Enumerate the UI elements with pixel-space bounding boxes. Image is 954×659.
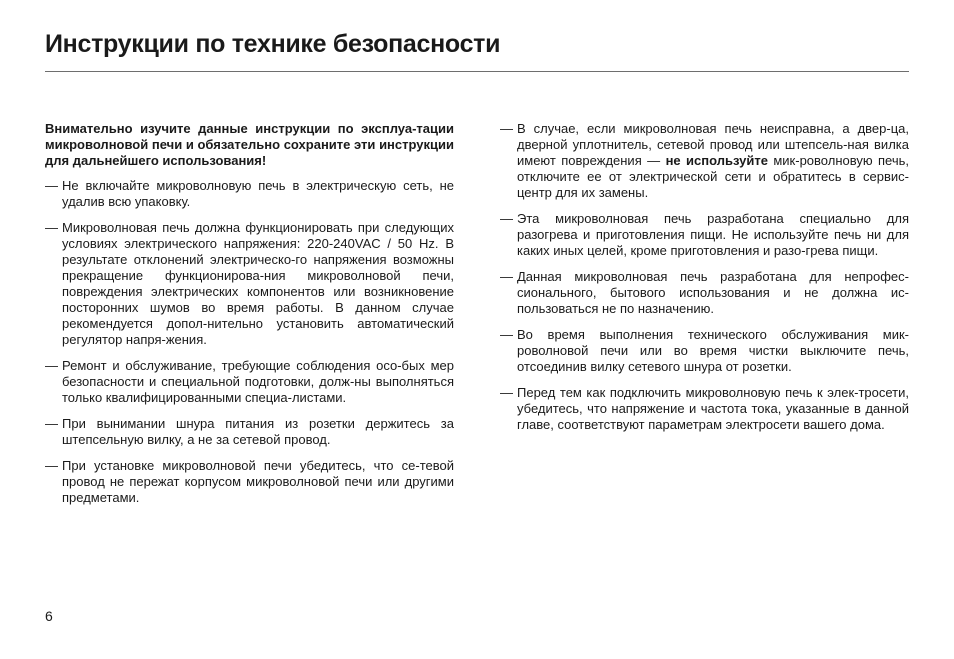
right-column (500, 121, 909, 443)
list-dash: — (45, 220, 58, 235)
list-item-text-part: В случае, если микроволновая печь неисправна, а двер-ца, дверной уплотнитель, сетевой провод или штепсель-ная вилка имеют повреждения — (517, 121, 909, 168)
list-item-text-part: мик-роволновую печь, отключите ее от электрической сети и обратитесь в сервис-центр для их замены. (517, 153, 910, 200)
warning-emphasis: не используйте (665, 153, 768, 168)
list-item (45, 358, 454, 406)
list-item (500, 269, 909, 317)
list-dash: — (500, 211, 513, 226)
list-item-text: Во время выполнения технического обслуживания мик-роволновой печи или во время чистки выключите печь, отсоединив вилку сетевого шнура от розетки. (517, 327, 909, 374)
list-item (500, 121, 909, 201)
list-item-text: Перед тем как подключить микроволновую печь к элек-тросети, убедитесь, что напряжение и частота тока, указанные в данной главе, соответствуют параметрам электросети вашего дома. (517, 385, 909, 432)
list-item (500, 327, 909, 375)
page-title: Инструкции по технике безопасности (45, 30, 501, 58)
list-item (45, 220, 454, 348)
list-dash: — (500, 385, 513, 400)
list-dash: — (45, 358, 58, 373)
list-item (500, 385, 909, 433)
left-column (45, 121, 454, 516)
list-item-text (517, 121, 909, 201)
list-dash: — (500, 121, 513, 136)
list-item-text: Эта микроволновая печь разработана специально для разогрева и приготовления пищи. Не используйте печь ни для каких иных целей, кроме приготовления и разо-грева пищи. (517, 211, 909, 258)
list-dash: — (500, 327, 513, 342)
title-divider (45, 71, 909, 72)
list-item-text: Не включайте микроволновую печь в электрическую сеть, не удалив всю упаковку. (62, 178, 454, 209)
list-dash: — (45, 458, 58, 473)
list-item (45, 458, 454, 506)
list-dash: — (500, 269, 513, 284)
list-item-text: При вынимании шнура питания из розетки держитесь за штепсельную вилку, а не за сетевой провод. (62, 416, 454, 447)
list-dash: — (45, 178, 58, 193)
list-item (45, 416, 454, 448)
intro-paragraph: Внимательно изучите данные инструкции по эксплуа-тации микроволновой печи и обязательно сохраните эти инструкции для дальнейшего использования! (45, 121, 454, 168)
list-item-text: Данная микроволновая печь разработана для непрофес-сионального, бытового использования и не должна ис-пользоваться не по назначению. (517, 269, 909, 316)
list-item-text: Ремонт и обслуживание, требующие соблюдения осо-бых мер безопасности и специальной подготовки, долж-ны выполняться только квалифицированными специа-листами. (62, 358, 454, 405)
list-item-text: Микроволновая печь должна функционировать при следующих условиях электрического напряжения: 220-240VAC / 50 Hz. В результате отклонений электрическо-го напряжения возможны прекращение функционирова-ния микроволновой печи, повреждения электрических компонентов или возникновение посторонних шумов во время работы. В данном случае рекомендуется допол-нительно установить автоматический регулятор напря-жения. (62, 220, 454, 347)
list-item-text: При установке микроволновой печи убедитесь, что се-тевой провод не пережат корпусом микроволновой печи или другими предметами. (62, 458, 454, 505)
list-dash: — (45, 416, 58, 431)
page-number: 6 (45, 608, 53, 624)
list-item (45, 178, 454, 210)
list-item (500, 211, 909, 259)
